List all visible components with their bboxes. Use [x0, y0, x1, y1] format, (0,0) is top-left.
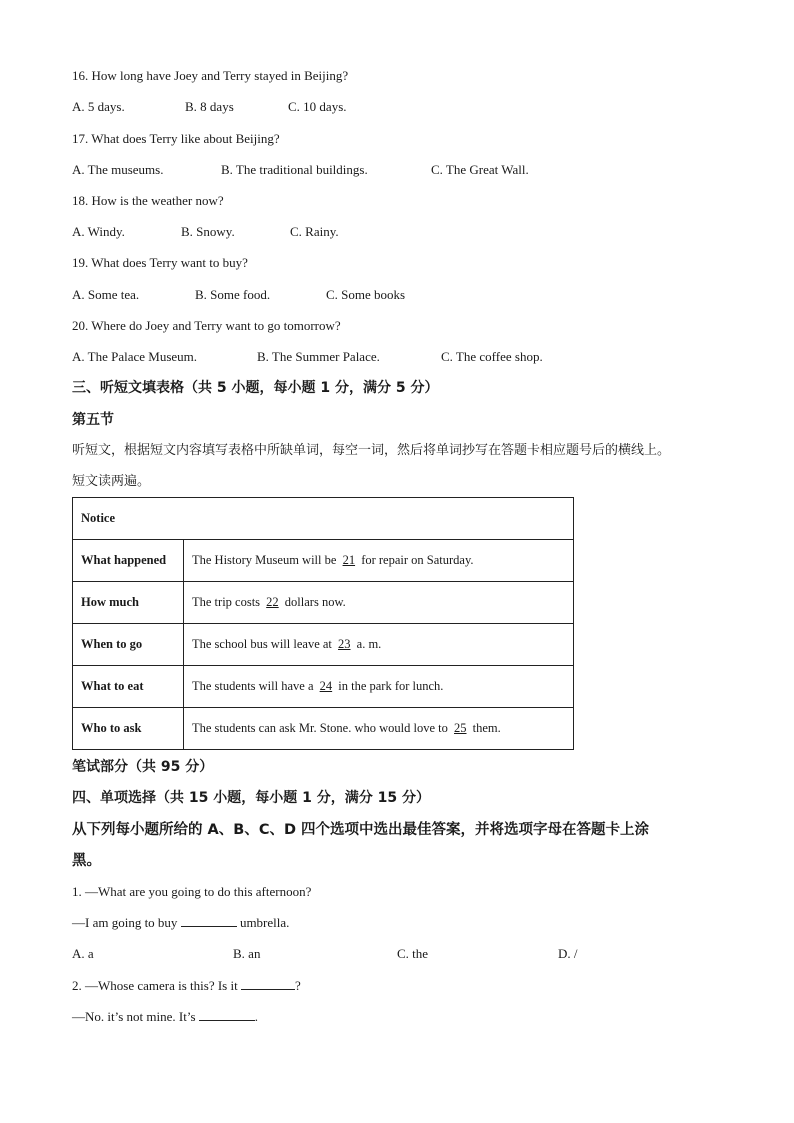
q16-option-a: A. 5 days.: [72, 99, 125, 114]
blank-23[interactable]: 23: [338, 637, 351, 651]
row-label: What to eat: [73, 666, 184, 708]
section-3-instruction-cont: 短文读两遍。: [72, 474, 151, 489]
question-18: 18. How is the weather now?: [72, 193, 224, 208]
mcq-2-line-1: 2. —Whose camera is this? Is it ?: [72, 978, 301, 993]
blank-22[interactable]: 22: [266, 595, 279, 609]
mcq-1-line-1: 1. —What are you going to do this afternoon?: [72, 884, 312, 899]
q18-option-a: A. Windy.: [72, 224, 125, 239]
row-value: The students can ask Mr. Stone. who would love to 25 them.: [184, 708, 574, 750]
section-4-instruction: 从下列每小题所给的 A、B、C、D 四个选项中选出最佳答案，并将选项字母在答题卡上涂: [72, 822, 650, 838]
q16-option-c: C. 10 days.: [288, 99, 347, 114]
mcq-2-line-2: —No. it’s not mine. It’s .: [72, 1009, 258, 1024]
row-value: The students will have a 24 in the park for lunch.: [184, 666, 574, 708]
question-16: 16. How long have Joey and Terry stayed in Beijing?: [72, 68, 349, 83]
q20-option-b: B. The Summer Palace.: [257, 349, 380, 364]
notice-table: [72, 497, 574, 750]
q20-option-c: C. The coffee shop.: [441, 349, 543, 364]
row-label: Who to ask: [73, 708, 184, 750]
question-20: 20. Where do Joey and Terry want to go tomorrow?: [72, 318, 341, 333]
section-4-instruction-cont: 黑。: [72, 853, 101, 869]
q19-option-a: A. Some tea.: [72, 287, 140, 302]
answer-blank[interactable]: [199, 1020, 255, 1021]
row-value: The trip costs 22 dollars now.: [184, 582, 574, 624]
q19-option-c: C. Some books: [326, 287, 406, 302]
row-value: The school bus will leave at 23 a. m.: [184, 624, 574, 666]
written-part-title: 笔试部分（共 95 分）: [72, 759, 214, 775]
question-17: 17. What does Terry like about Beijing?: [72, 131, 280, 146]
row-label: What happened: [73, 540, 184, 582]
table-row: [73, 708, 574, 750]
q17-option-a: A. The museums.: [72, 162, 164, 177]
q18-option-c: C. Rainy.: [290, 224, 339, 239]
section-5-subtitle: 第五节: [72, 412, 114, 428]
row-label: How much: [73, 582, 184, 624]
table-row: [73, 540, 574, 582]
mcq-1-option-a: A. a: [72, 946, 94, 961]
blank-21[interactable]: 21: [342, 553, 356, 567]
table-row: [73, 624, 574, 666]
row-value: The History Museum will be 21 for repair on Saturday.: [184, 540, 574, 582]
q17-option-c: C. The Great Wall.: [431, 162, 529, 177]
mcq-1-line-2: —I am going to buy umbrella.: [72, 915, 290, 930]
table-header-row: [73, 498, 574, 540]
q17-option-b: B. The traditional buildings.: [221, 162, 368, 177]
q16-option-b: B. 8 days: [185, 99, 234, 114]
section-3-instruction: 听短文，根据短文内容填写表格中所缺单词，每空一词，然后将单词抄写在答题卡相应题号后的横线上。: [72, 443, 671, 458]
answer-blank[interactable]: [241, 989, 295, 990]
table-row: [73, 666, 574, 708]
blank-25[interactable]: 25: [454, 721, 467, 735]
answer-blank[interactable]: [181, 926, 237, 927]
q19-option-b: B. Some food.: [195, 287, 271, 302]
q20-option-a: A. The Palace Museum.: [72, 349, 198, 364]
section-4-title: 四、单项选择（共 15 小题，每小题 1 分，满分 15 分）: [72, 790, 430, 806]
table-header: Notice: [73, 498, 574, 540]
blank-24[interactable]: 24: [319, 679, 333, 693]
q18-option-b: B. Snowy.: [181, 224, 235, 239]
question-19: 19. What does Terry want to buy?: [72, 255, 248, 270]
mcq-1-option-c: C. the: [397, 946, 429, 961]
row-label: When to go: [73, 624, 184, 666]
section-3-title: 三、听短文填表格（共 5 小题，每小题 1 分，满分 5 分）: [72, 380, 439, 396]
table-row: [73, 582, 574, 624]
mcq-1-option-b: B. an: [233, 946, 261, 961]
mcq-1-option-d: D. /: [558, 946, 578, 961]
